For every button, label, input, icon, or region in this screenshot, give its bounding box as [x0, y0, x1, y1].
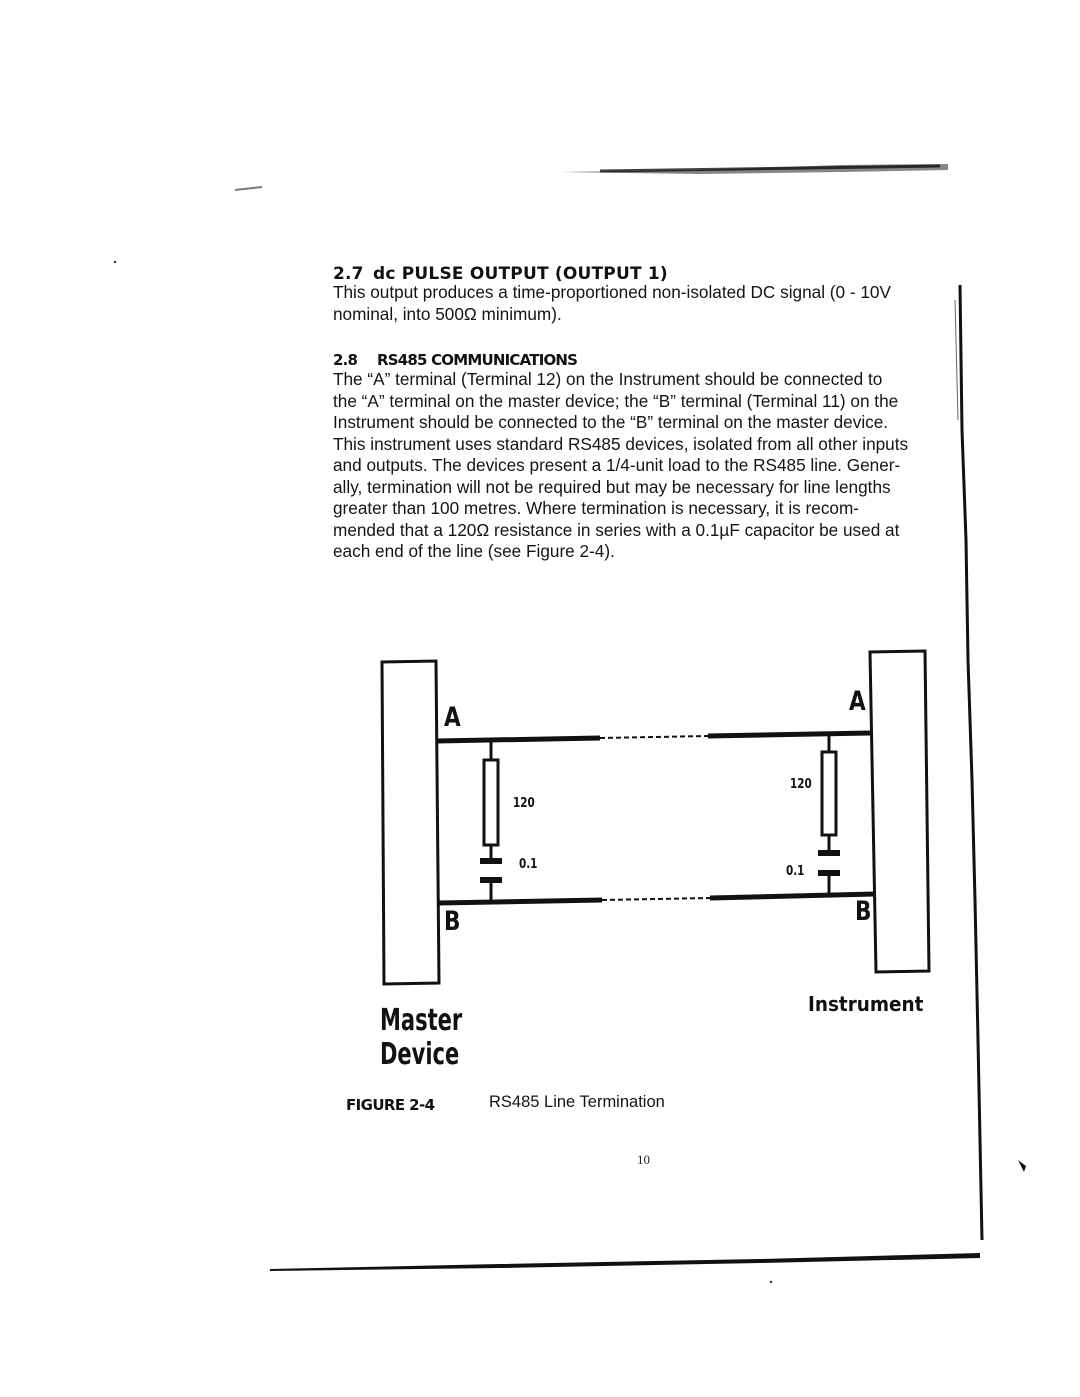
body-line: Instrument should be connected to the “B” terminal on the master device. — [333, 412, 889, 432]
body-line: mended that a 120Ω resistance in series with a 0.1µF capacitor be used at — [333, 519, 900, 540]
figure-caption-label: FIGURE 2-4 — [346, 1096, 435, 1114]
body-line: ally, termination will not be required but may be necessary for line lengths — [333, 476, 891, 497]
left-resistor-value: 120 — [513, 796, 535, 811]
instrument-box — [870, 651, 929, 972]
master-device-label — [380, 1004, 462, 1072]
instrument-terminal-b-label: B — [855, 896, 872, 927]
body-line: each end of the line (see Figure 2-4). — [333, 541, 615, 561]
body-line: the “A” terminal on the master device; the “B” terminal (Terminal 11) on the — [333, 390, 899, 411]
body-line: nominal, into 500Ω minimum). — [333, 303, 562, 324]
left-termination — [480, 741, 502, 901]
right-capacitor-value: 0.1 — [786, 864, 805, 879]
body-line: and outputs. The devices present a 1/4-unit load to the RS485 line. Gener- — [333, 455, 901, 475]
body-line: This instrument uses standard RS485 devices, isolated from all other inputs — [333, 433, 909, 454]
body-line: The “A” terminal (Terminal 12) on the Instrument should be connected to — [333, 369, 883, 389]
right-resistor-value: 120 — [790, 777, 812, 792]
master-device-box — [382, 661, 439, 984]
master-terminal-b-label: B — [444, 906, 461, 937]
section-number: 2.7 — [333, 264, 364, 284]
resistor-icon — [484, 760, 498, 845]
line-b-right — [710, 894, 875, 898]
right-termination — [818, 734, 840, 895]
body-line: This output produces a time-proportioned non-isolated DC signal (0 - 10V — [333, 282, 891, 302]
instrument-label: Instrument — [808, 992, 924, 1016]
master-device-label-line2: Device — [380, 1037, 460, 1072]
line-a-dashed — [600, 736, 708, 738]
line-b-left — [439, 900, 602, 903]
body-line: greater than 100 metres. Where termination is necessary, it is recom- — [333, 498, 860, 518]
figure-caption-text: RS485 Line Termination — [489, 1093, 665, 1111]
line-b-dashed — [602, 898, 710, 900]
line-a-right — [708, 733, 870, 736]
resistor-icon — [822, 752, 836, 835]
section-title: dc PULSE OUTPUT (OUTPUT 1) — [373, 264, 668, 284]
left-capacitor-value: 0.1 — [519, 857, 538, 872]
instrument-terminal-a-label: A — [849, 686, 866, 717]
page-number: 10 — [637, 1152, 650, 1167]
section-title: RS485 COMMUNICATIONS — [377, 351, 578, 369]
master-terminal-a-label: A — [444, 702, 461, 733]
line-a-left — [437, 738, 600, 741]
section-number: 2.8 — [333, 351, 358, 369]
master-device-label-line1: Master — [380, 1003, 463, 1038]
